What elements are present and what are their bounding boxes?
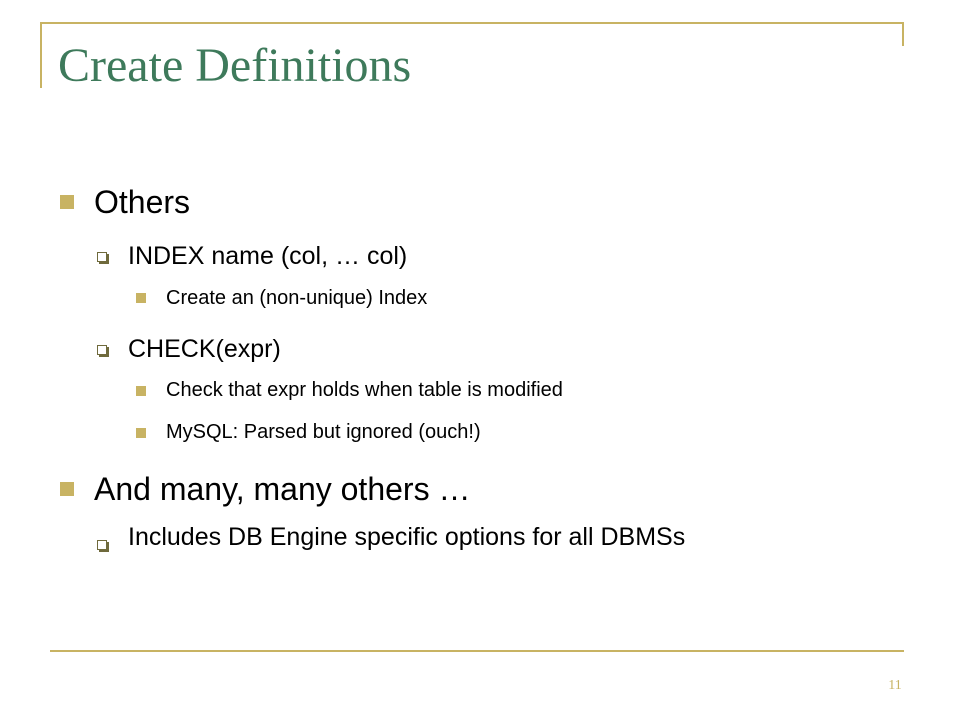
frame-bottom-rule <box>50 650 904 652</box>
bullet-index: INDEX name (col, … col) <box>128 242 408 270</box>
hollow-square-bullet-icon <box>97 540 107 550</box>
square-bullet-icon <box>136 428 146 438</box>
frame-left-rule <box>40 22 42 88</box>
bullet-check-detail-2: MySQL: Parsed but ignored (ouch!) <box>166 421 481 443</box>
hollow-square-bullet-icon <box>97 252 107 262</box>
square-bullet-icon <box>136 293 146 303</box>
square-bullet-icon <box>60 195 74 209</box>
bullet-others: Others <box>94 184 191 220</box>
bullet-db-engine: Includes DB Engine specific options for all DBMSs <box>128 523 686 551</box>
hollow-square-bullet-icon <box>97 345 107 355</box>
bullet-check: CHECK(expr) <box>128 335 281 363</box>
frame-right-rule <box>902 22 904 46</box>
slide-title: Create Definitions <box>58 39 412 92</box>
bullet-check-detail-1: Check that expr holds when table is modified <box>166 379 563 401</box>
square-bullet-icon <box>136 386 146 396</box>
frame-top-rule <box>40 22 904 24</box>
bullet-many-others: And many, many others … <box>94 471 471 507</box>
bullet-index-detail: Create an (non-unique) Index <box>166 287 428 309</box>
square-bullet-icon <box>60 482 74 496</box>
page-number: 11 <box>888 678 902 693</box>
